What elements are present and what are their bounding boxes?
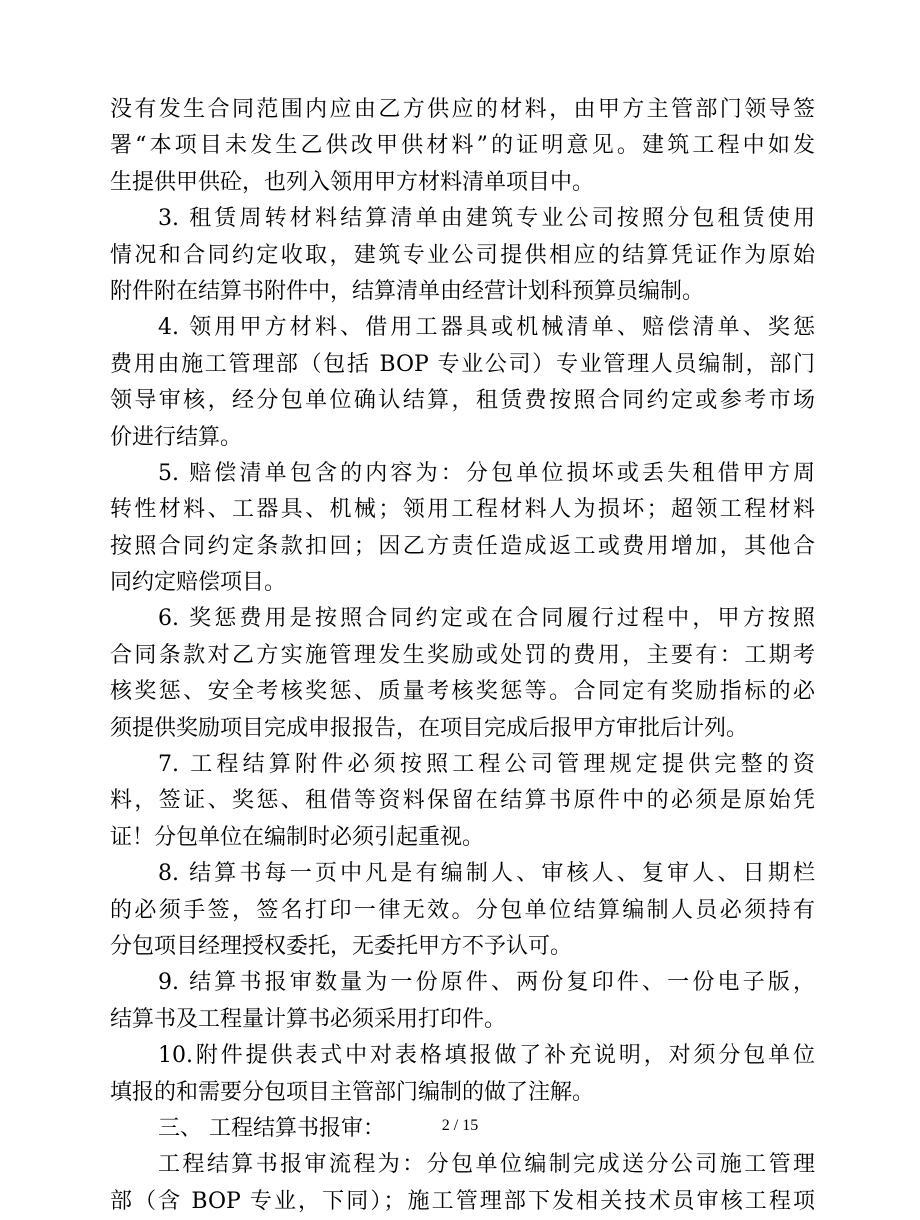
text-line: 生提供甲供砼，也列入领用甲方材料清单项目中。 [110,169,595,195]
text-line: 分包项目经理授权委托，无委托甲方不予认可。 [110,933,573,959]
text-line: 没有发生合同范围内应由乙方供应的材料，由甲方主管部门领导签 [110,97,815,122]
text-line: 合同条款对乙方实施管理发生奖励或处罚的费用，主要有：工期考 [110,642,815,668]
text-line: 填报的和需要分包项目主管部门编制的做了注解。 [110,1079,595,1105]
text-line: 7. 工程结算附件必须按照工程公司管理规定提供完整的资 [158,752,815,778]
text-line: 须提供奖励项目完成申报报告，在项目完成后报甲方审批后计列。 [110,715,749,741]
page-number: 2 / 15 [441,1117,479,1134]
document-body [110,92,815,1220]
text-line: 6. 奖惩费用是按照合同约定或在合同履行过程中，甲方按照 [158,606,815,632]
text-line: 附件附在结算书附件中，结算清单由经营计划科预算员编制。 [110,278,705,304]
text-line: 按照合同约定条款扣回；因乙方责任造成返工或费用增加，其他合 [110,533,815,559]
text-line: 署“本项目未发生乙供改甲供材料”的证明意见。建筑工程中如发 [110,133,815,159]
text-line: 4. 领用甲方材料、借用工器具或机械清单、赔偿清单、奖惩 [158,315,815,341]
text-line: 证！分包单位在编制时必须引起重视。 [110,824,485,850]
text-line: 部（含 BOP 专业，下同）；施工管理部下发相关技术员审核工程项 [110,1188,815,1214]
text-line: 价进行结算。 [110,424,243,450]
text-line: 的必须手签，签名打印一律无效。分包单位结算编制人员必须持有 [110,897,815,923]
text-line: 领导审核，经分包单位确认结算，租赁费按照合同约定或参考市场 [110,388,815,414]
text-line: 料，签证、奖惩、租借等资料保留在结算书原件中的必须是原始凭 [110,788,815,814]
text-line: 10.附件提供表式中对表格填报做了补充说明，对须分包单位 [158,1043,815,1069]
text-line: 结算书及工程量计算书必须采用打印件。 [110,1006,507,1032]
text-line: 情况和合同约定收取，建筑专业公司提供相应的结算凭证作为原始 [110,242,815,268]
text-line: 核奖惩、安全考核奖惩、质量考核奖惩等。合同定有奖励指标的必 [110,679,815,705]
text-line: 费用由施工管理部（包括 BOP 专业公司）专业管理人员编制，部门 [110,351,815,377]
text-line: 转性材料、工器具、机械；领用工程材料人为损坏；超领工程材料 [110,497,815,523]
text-line: 工程结算书报审流程为：分包单位编制完成送分公司施工管理 [158,1152,815,1178]
text-line: 9. 结算书报审数量为一份原件、两份复印件、一份电子版， [158,970,815,996]
text-line: 8. 结算书每一页中凡是有编制人、审核人、复审人、日期栏 [158,861,815,887]
text-line: 三、 工程结算书报审： [158,1115,385,1141]
text-line: 同约定赔偿项目。 [110,570,287,596]
text-line: 3. 租赁周转材料结算清单由建筑专业公司按照分包租赁使用 [158,206,815,232]
text-line: 5. 赔偿清单包含的内容为：分包单位损坏或丢失租借甲方周 [158,460,815,486]
